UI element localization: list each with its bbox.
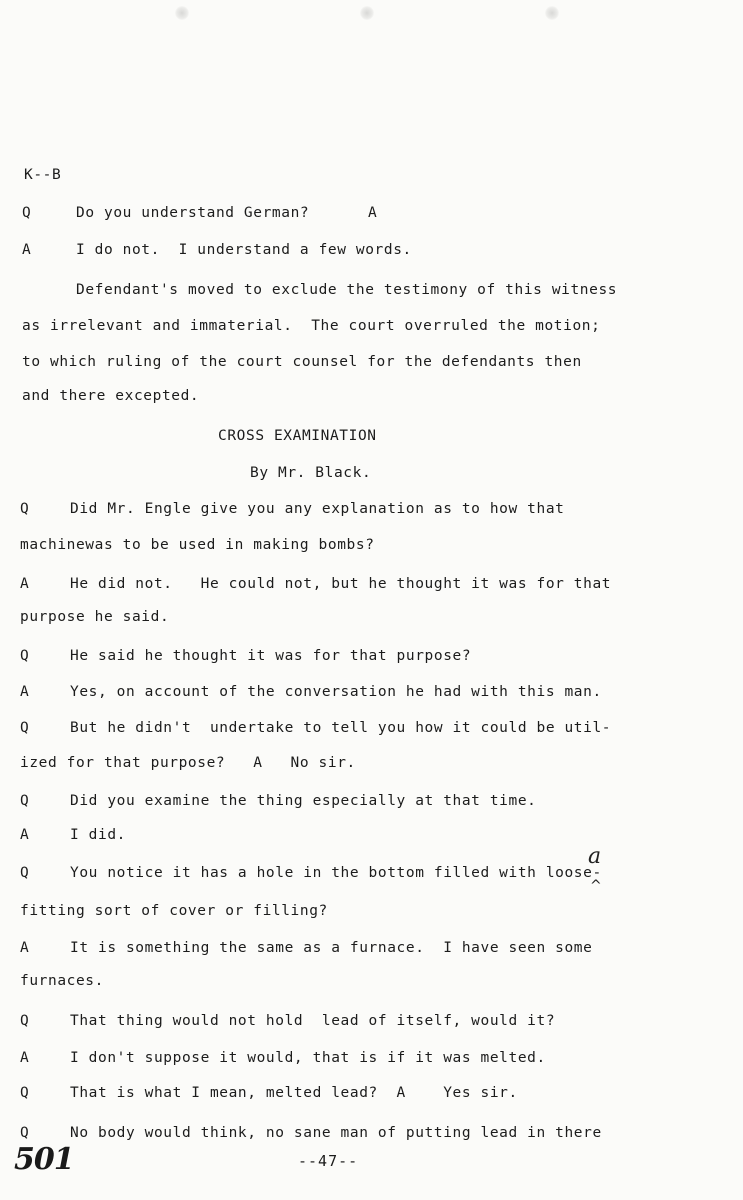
page-number: --47-- (298, 1152, 359, 1170)
line-label: A (22, 242, 32, 258)
paragraph-line: as irrelevant and immaterial. The court overruled the motion; (22, 318, 601, 334)
line-label: A (20, 1050, 30, 1066)
testimony-line: But he didn't undertake to tell you how it could be util- (70, 720, 612, 736)
testimony-line: He said he thought it was for that purpose? (70, 648, 472, 664)
testimony-line: He did not. He could not, but he thought it was for that (70, 576, 612, 592)
handwritten-stamp-number: 501 (14, 1142, 74, 1177)
punch-hole (545, 6, 559, 20)
testimony-line: furnaces. (20, 973, 104, 989)
testimony-line: purpose he said. (20, 609, 170, 625)
line-label: A (20, 576, 30, 592)
testimony-line: That is what I mean, melted lead? A Yes sir. (70, 1085, 518, 1101)
section-subtitle: By Mr. Black. (250, 465, 372, 481)
testimony-line: Did you examine the thing especially at that time. (70, 793, 537, 809)
line-label: Q (22, 205, 32, 221)
testimony-line: That thing would not hold lead of itself, would it? (70, 1013, 556, 1029)
paragraph-line: Defendant's moved to exclude the testimony of this witness (76, 282, 618, 298)
answer-label: A (368, 205, 378, 221)
testimony-line: Did Mr. Engle give you any explanation as to how that (70, 501, 565, 517)
testimony-line: I don't suppose it would, that is if it was melted. (70, 1050, 546, 1066)
insertion-caret-icon: ^ (590, 878, 602, 894)
testimony-line: ized for that purpose? A No sir. (20, 755, 356, 771)
line-label: Q (20, 1125, 30, 1141)
paragraph-line: to which ruling of the court counsel for the defendants then (22, 354, 582, 370)
testimony-line: It is something the same as a furnace. I have seen some (70, 940, 593, 956)
question-text: Do you understand German? (76, 205, 310, 221)
punch-hole (360, 6, 374, 20)
section-title: CROSS EXAMINATION (218, 428, 377, 444)
line-label: Q (20, 1085, 30, 1101)
handwritten-insert: a (588, 844, 602, 869)
testimony-line: You notice it has a hole in the bottom filled with loose- (70, 865, 602, 881)
testimony-line: fitting sort of cover or filling? (20, 903, 328, 919)
testimony-line: I did. (70, 827, 126, 843)
testimony-line: No body would think, no sane man of putting lead in there (70, 1125, 602, 1141)
paragraph-line: and there excepted. (22, 388, 200, 404)
punch-hole (175, 6, 189, 20)
line-label: Q (20, 720, 30, 736)
testimony-line: machinewas to be used in making bombs? (20, 537, 375, 553)
line-label: A (20, 684, 30, 700)
line-label: Q (20, 648, 30, 664)
line-label: Q (20, 793, 30, 809)
line-label: A (20, 827, 30, 843)
line-label: A (20, 940, 30, 956)
line-label: Q (20, 865, 30, 881)
header-mark: K--B (24, 167, 62, 183)
line-label: Q (20, 501, 30, 517)
answer-text: I do not. I understand a few words. (76, 242, 412, 258)
testimony-line: Yes, on account of the conversation he had with this man. (70, 684, 602, 700)
line-label: Q (20, 1013, 30, 1029)
